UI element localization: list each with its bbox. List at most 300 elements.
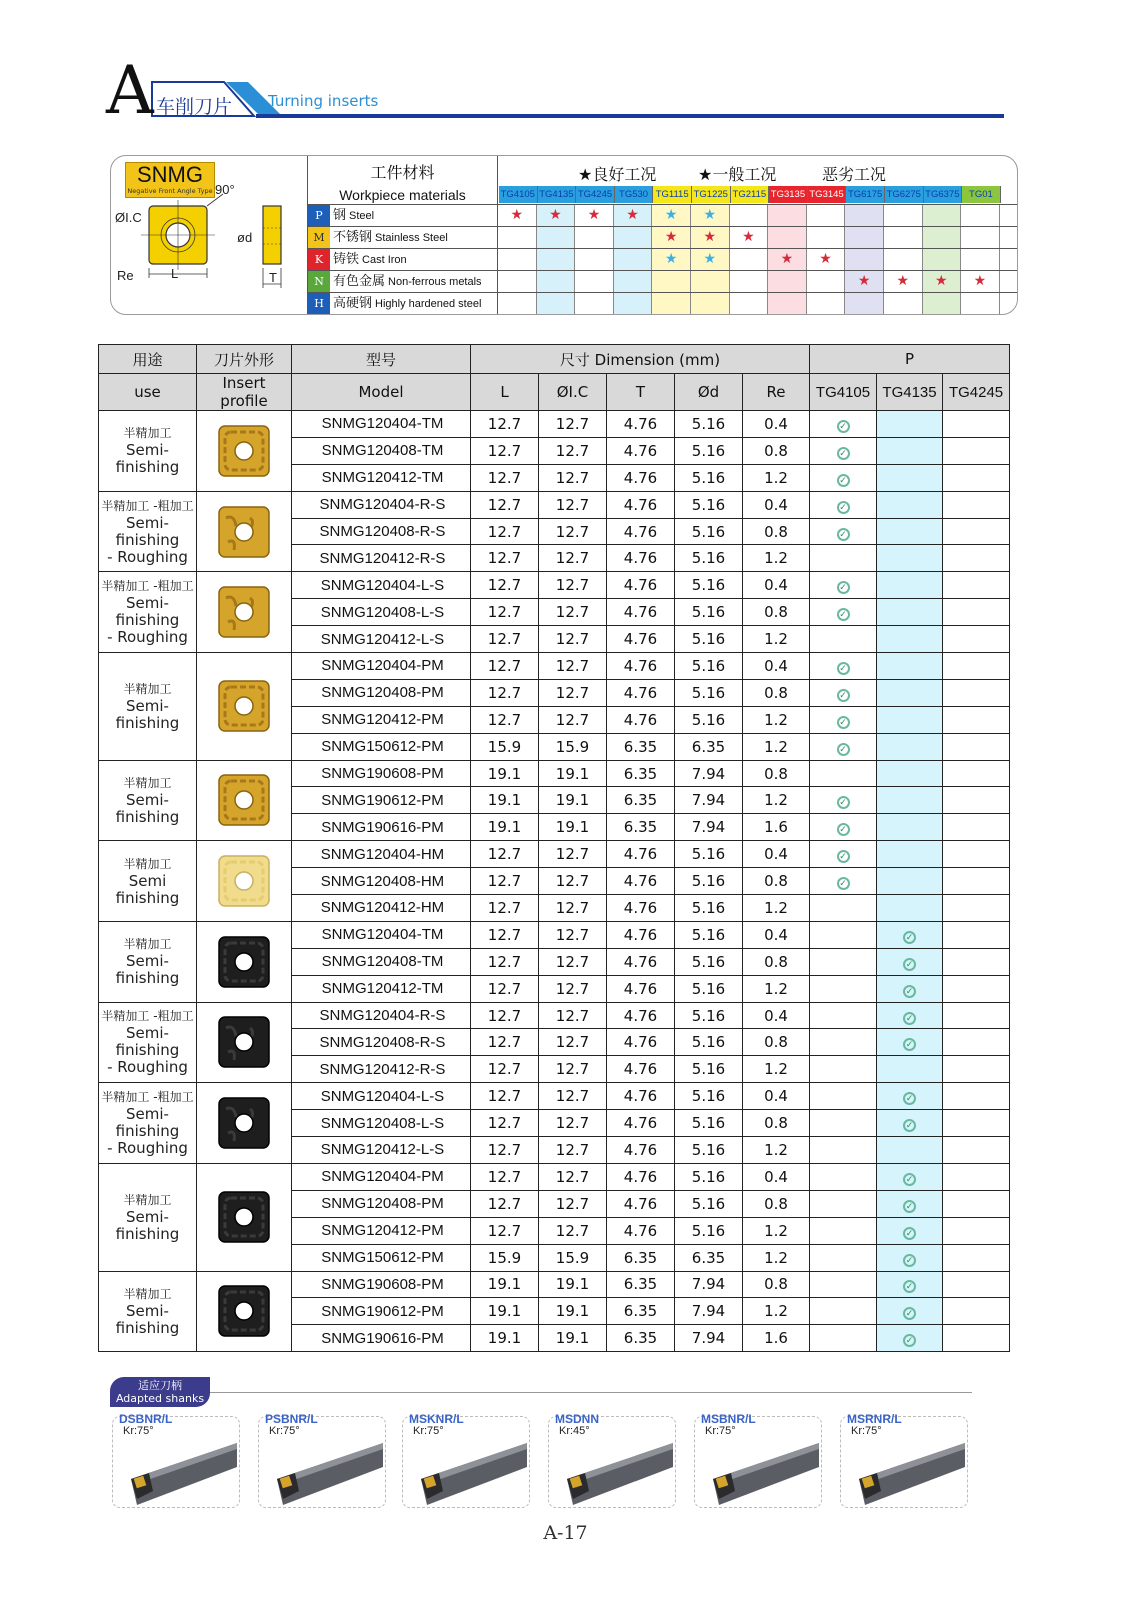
grade-cell: [943, 1083, 1010, 1110]
grade-cell: [943, 895, 1010, 922]
grade-cell: [810, 841, 877, 868]
dim-l-cell: 12.7: [471, 975, 539, 1002]
dim-d-cell: 5.16: [675, 545, 743, 572]
dim-re-cell: 0.8: [743, 599, 810, 626]
material-cell: [845, 227, 884, 248]
use-en: - Roughing: [107, 628, 188, 647]
check-icon: ✓: [837, 447, 850, 460]
material-name: [330, 271, 498, 292]
material-code: P: [308, 205, 330, 226]
model-cell: SNMG120404-R-S: [292, 1002, 471, 1029]
check-icon: ✓: [837, 877, 850, 890]
grade-cell: [877, 733, 943, 760]
grade-cell: [877, 841, 943, 868]
material-cell: [845, 293, 884, 314]
page-header: [106, 52, 1026, 129]
use-en: Semi-finishing: [115, 513, 180, 549]
use-en: - Roughing: [107, 1139, 188, 1158]
dim-re-cell: 0.8: [743, 948, 810, 975]
dim-d-cell: 5.16: [675, 706, 743, 733]
model-cell: SNMG150612-PM: [292, 1244, 471, 1271]
dim-t-cell: 4.76: [607, 518, 675, 545]
dim-t-cell: 4.76: [607, 975, 675, 1002]
model-cell: SNMG120404-R-S: [292, 491, 471, 518]
grade-cell: [810, 1056, 877, 1083]
grade-cell: [877, 1190, 943, 1217]
grade-cell: [810, 948, 877, 975]
insert-profile-image: [197, 760, 292, 841]
insert-type-name: SNMG: [137, 162, 203, 187]
check-icon: ✓: [903, 1254, 916, 1267]
grade-cell: [877, 626, 943, 653]
insert-profile-image: [197, 491, 292, 572]
dim-t-cell: 4.76: [607, 1137, 675, 1164]
dim-re-cell: 0.4: [743, 411, 810, 438]
grade-cell: [810, 1083, 877, 1110]
dim-t-cell: 4.76: [607, 1163, 675, 1190]
dim-ic-cell: 12.7: [539, 599, 607, 626]
dim-ic-cell: 12.7: [539, 895, 607, 922]
grade-cell: [943, 1137, 1010, 1164]
use-cn: 半精加工 -粗加工: [101, 1009, 194, 1024]
use-cn: 半精加工: [123, 856, 172, 871]
material-cell: [845, 249, 884, 270]
check-icon: ✓: [903, 1012, 916, 1025]
dim-t-cell: 4.76: [607, 868, 675, 895]
check-icon: ✓: [903, 1200, 916, 1213]
material-cell: [923, 293, 962, 314]
grade-cell: [877, 1244, 943, 1271]
model-cell: SNMG120408-PM: [292, 679, 471, 706]
table-row: [99, 1002, 1010, 1029]
col-t: T: [607, 374, 675, 411]
insert-profile-image: [197, 1002, 292, 1083]
section-title-cn: 车削刀片: [156, 96, 233, 118]
table-row: [99, 491, 1010, 518]
dim-l-cell: 12.7: [471, 1137, 539, 1164]
table-row: [99, 760, 1010, 787]
col-d: Ød: [675, 374, 743, 411]
dim-t-cell: 6.35: [607, 1325, 675, 1352]
grade-cell: [810, 1298, 877, 1325]
dim-ic-cell: 19.1: [539, 1325, 607, 1352]
grade-header-tg01: TG01: [962, 186, 1001, 203]
model-cell: SNMG120412-L-S: [292, 626, 471, 653]
dim-ic-cell: 12.7: [539, 518, 607, 545]
grade-header-tg4105: TG4105: [499, 186, 538, 203]
dim-re-cell: 0.4: [743, 653, 810, 680]
grade-cell: [877, 1298, 943, 1325]
material-cell: [691, 293, 730, 314]
material-cell: [845, 205, 884, 226]
model-cell: SNMG120412-TM: [292, 464, 471, 491]
dim-t-cell: 4.76: [607, 1029, 675, 1056]
material-cell: [652, 271, 691, 292]
dim-ic-cell: 12.7: [539, 679, 607, 706]
dim-re-cell: 0.8: [743, 518, 810, 545]
dim-d-cell: 5.16: [675, 895, 743, 922]
dim-l-cell: 12.7: [471, 626, 539, 653]
use-cell: [99, 760, 197, 841]
grade-cell: [810, 1029, 877, 1056]
grade-cell: [810, 572, 877, 599]
condition-normal: [698, 162, 776, 185]
table-row: [99, 1083, 1010, 1110]
grade-cell: [810, 599, 877, 626]
material-panel: [110, 155, 1018, 315]
material-cell: [961, 205, 1000, 226]
dim-re-cell: 1.6: [743, 1325, 810, 1352]
check-icon: ✓: [837, 850, 850, 863]
dim-ic-cell: 12.7: [539, 572, 607, 599]
insert-profile-image: [197, 841, 292, 922]
condition-good-label: ★良好工况: [578, 165, 657, 184]
model-cell: SNMG190612-PM: [292, 1298, 471, 1325]
check-icon: ✓: [837, 608, 850, 621]
model-cell: SNMG120408-R-S: [292, 1029, 471, 1056]
model-cell: SNMG190608-PM: [292, 1271, 471, 1298]
dim-t-cell: 4.76: [607, 599, 675, 626]
dim-d-cell: 6.35: [675, 733, 743, 760]
dim-re-cell: 0.8: [743, 1271, 810, 1298]
model-cell: SNMG120404-HM: [292, 841, 471, 868]
grade-cell: [943, 760, 1010, 787]
grade-cell: [943, 1244, 1010, 1271]
dim-l-cell: 12.7: [471, 1110, 539, 1137]
red-star-icon: ★: [730, 227, 769, 248]
dim-ic-cell: 19.1: [539, 760, 607, 787]
dim-d-cell: 7.94: [675, 1325, 743, 1352]
material-cell: [768, 227, 807, 248]
use-en: - Roughing: [107, 547, 188, 566]
red-star-icon: ★: [923, 271, 962, 292]
blue-star-icon: ★: [652, 205, 691, 226]
insert-profile-image: [197, 572, 292, 653]
grade-cell: [943, 626, 1010, 653]
material-cell: [498, 227, 537, 248]
grade-cell: [877, 1325, 943, 1352]
material-name-cn: 钢: [333, 208, 347, 223]
grade-cell: [810, 814, 877, 841]
material-code: M: [308, 227, 330, 248]
dim-re-cell: 0.4: [743, 491, 810, 518]
dim-re-cell: 0.4: [743, 572, 810, 599]
model-cell: SNMG120408-TM: [292, 437, 471, 464]
dim-re-cell: 1.2: [743, 1056, 810, 1083]
dim-d-cell: 5.16: [675, 1056, 743, 1083]
grade-cell: [810, 1163, 877, 1190]
table-row: [99, 1163, 1010, 1190]
grade-cell: [877, 491, 943, 518]
model-cell: SNMG190612-PM: [292, 787, 471, 814]
table-row: [99, 841, 1010, 868]
dim-re-cell: 0.8: [743, 1190, 810, 1217]
grade-cell: [943, 733, 1010, 760]
dim-ic-cell: 12.7: [539, 1029, 607, 1056]
grade-cell: [810, 545, 877, 572]
material-name-en: Stainless Steel: [375, 232, 448, 244]
grade-cell: [943, 653, 1010, 680]
dim-d-cell: 5.16: [675, 1083, 743, 1110]
dim-t-cell: 4.76: [607, 679, 675, 706]
col-model-en: Model: [292, 374, 471, 411]
col-re: Re: [743, 374, 810, 411]
d-label: ød: [237, 230, 253, 245]
material-header-en: Workpiece materials: [339, 187, 466, 203]
dim-t-cell: 4.76: [607, 545, 675, 572]
adapted-shanks-title: [110, 1377, 210, 1407]
dim-ic-cell: 12.7: [539, 411, 607, 438]
shank-kr: Kr:75°: [123, 1425, 154, 1437]
insert-profile-image: [197, 921, 292, 1002]
model-cell: SNMG120412-R-S: [292, 1056, 471, 1083]
grade-cell: [943, 921, 1010, 948]
material-name-en: Highly hardened steel: [375, 298, 482, 310]
red-star-icon: ★: [768, 249, 807, 270]
condition-normal-label: ★一般工况: [698, 165, 777, 184]
dim-ic-cell: 12.7: [539, 1110, 607, 1137]
check-icon: ✓: [837, 716, 850, 729]
header-banner-graphic: [106, 64, 1026, 128]
dim-d-cell: 5.16: [675, 653, 743, 680]
col-l: L: [471, 374, 539, 411]
dim-d-cell: 5.16: [675, 411, 743, 438]
dim-ic-cell: 12.7: [539, 491, 607, 518]
model-cell: SNMG120412-TM: [292, 975, 471, 1002]
dim-d-cell: 5.16: [675, 1217, 743, 1244]
model-cell: SNMG190616-PM: [292, 814, 471, 841]
grade-cell: [877, 545, 943, 572]
dim-d-cell: 5.16: [675, 599, 743, 626]
dim-ic-cell: 12.7: [539, 841, 607, 868]
material-cell: [537, 249, 576, 270]
col-grade-tg4245: TG4245: [943, 374, 1010, 411]
col-grade-tg4105: TG4105: [810, 374, 877, 411]
grade-header-tg530: TG530: [615, 186, 654, 203]
material-cell: [614, 249, 653, 270]
grade-cell: [877, 868, 943, 895]
dim-ic-cell: 12.7: [539, 921, 607, 948]
model-cell: SNMG120404-TM: [292, 411, 471, 438]
col-use-cn: 用途: [99, 345, 197, 374]
check-icon: ✓: [837, 581, 850, 594]
dim-t-cell: 6.35: [607, 1271, 675, 1298]
material-header: [308, 156, 498, 204]
dim-l-cell: 19.1: [471, 814, 539, 841]
check-icon: ✓: [903, 1280, 916, 1293]
col-material-p: P: [810, 345, 1010, 374]
dim-ic-cell: 12.7: [539, 1137, 607, 1164]
grade-cell: [877, 814, 943, 841]
grade-header-tg6275: TG6275: [885, 186, 924, 203]
material-row-n: [308, 270, 1018, 291]
grade-cell: [810, 679, 877, 706]
grade-cell: [943, 814, 1010, 841]
material-grade-table: [307, 156, 1018, 315]
check-icon: ✓: [903, 1307, 916, 1320]
material-cell: [884, 249, 923, 270]
dim-l-cell: 12.7: [471, 653, 539, 680]
shank-card: [402, 1412, 530, 1508]
grade-cell: [810, 760, 877, 787]
material-name-en: Non-ferrous metals: [388, 276, 482, 288]
dim-d-cell: 5.16: [675, 572, 743, 599]
dim-d-cell: 5.16: [675, 1029, 743, 1056]
dim-ic-cell: 19.1: [539, 814, 607, 841]
grade-cell: [943, 679, 1010, 706]
use-en: Semi-finishing: [115, 790, 180, 826]
grade-cell: [943, 1190, 1010, 1217]
red-star-icon: ★: [884, 271, 923, 292]
t-label: T: [269, 270, 277, 285]
dim-l-cell: 12.7: [471, 518, 539, 545]
material-cell: [537, 271, 576, 292]
dim-re-cell: 0.8: [743, 868, 810, 895]
material-cell: [730, 293, 769, 314]
grade-cell: [810, 706, 877, 733]
dim-t-cell: 4.76: [607, 411, 675, 438]
material-cell: [730, 271, 769, 292]
dim-l-cell: 12.7: [471, 545, 539, 572]
material-cell: [537, 227, 576, 248]
dim-t-cell: 4.76: [607, 706, 675, 733]
use-cn: 半精加工: [123, 1286, 172, 1301]
dim-ic-cell: 19.1: [539, 1298, 607, 1325]
grade-header-tg1115: TG1115: [653, 186, 692, 203]
shank-kr: Kr:45°: [559, 1425, 590, 1437]
red-star-icon: ★: [575, 205, 614, 226]
use-en: Semi-finishing: [115, 696, 180, 732]
grade-cell: [877, 760, 943, 787]
material-name: [330, 249, 498, 270]
use-cn: 半精加工: [123, 937, 172, 952]
insert-spec-table: [98, 344, 1010, 1352]
dim-re-cell: 0.4: [743, 1163, 810, 1190]
dim-re-cell: 0.8: [743, 437, 810, 464]
material-cell: [730, 249, 769, 270]
dim-d-cell: 7.94: [675, 787, 743, 814]
material-cell: [498, 293, 537, 314]
model-cell: SNMG120404-TM: [292, 921, 471, 948]
dim-l-cell: 12.7: [471, 1083, 539, 1110]
use-cell: [99, 1002, 197, 1083]
dim-re-cell: 1.6: [743, 814, 810, 841]
grade-cell: [943, 545, 1010, 572]
grade-header-tg1225: TG1225: [692, 186, 731, 203]
grade-cell: [943, 1298, 1010, 1325]
col-profile-en: Insert profile: [197, 374, 292, 411]
check-icon: ✓: [837, 501, 850, 514]
dim-d-cell: 7.94: [675, 760, 743, 787]
shank-name: MSDNN: [555, 1412, 599, 1426]
grade-cell: [877, 464, 943, 491]
dim-re-cell: 1.2: [743, 706, 810, 733]
material-cell: [768, 205, 807, 226]
table-header-row-1: [99, 345, 1010, 374]
insert-profile-image: [197, 1163, 292, 1271]
use-cn: 半精加工: [123, 681, 172, 696]
red-star-icon: ★: [961, 271, 1000, 292]
grade-cell: [810, 733, 877, 760]
dim-ic-cell: 12.7: [539, 464, 607, 491]
use-en: Semi finishing: [115, 871, 180, 907]
model-cell: SNMG190616-PM: [292, 1325, 471, 1352]
check-icon: ✓: [837, 420, 850, 433]
grade-header-tg3145: TG3145: [808, 186, 847, 203]
material-name-cn: 不锈钢: [333, 230, 373, 245]
dim-t-cell: 4.76: [607, 437, 675, 464]
dim-ic-cell: 12.7: [539, 1056, 607, 1083]
model-cell: SNMG120404-PM: [292, 653, 471, 680]
check-icon: ✓: [837, 662, 850, 675]
insert-profile-image: [197, 1083, 292, 1164]
dim-ic-cell: 15.9: [539, 733, 607, 760]
grade-cell: [943, 948, 1010, 975]
grade-cell: [943, 868, 1010, 895]
angle-label: 90°: [215, 182, 235, 197]
material-header-cn: 工件材料: [370, 163, 435, 182]
dim-d-cell: 5.16: [675, 1137, 743, 1164]
grade-cell: [810, 437, 877, 464]
material-cell: [498, 249, 537, 270]
dim-t-cell: 6.35: [607, 787, 675, 814]
dim-t-cell: 6.35: [607, 814, 675, 841]
grade-header-tg4135: TG4135: [538, 186, 577, 203]
model-cell: SNMG120404-L-S: [292, 572, 471, 599]
red-star-icon: ★: [691, 227, 730, 248]
grade-cell: [810, 1002, 877, 1029]
model-cell: SNMG120412-PM: [292, 1217, 471, 1244]
use-en: Semi-finishing: [115, 594, 180, 630]
grade-cell: [943, 1056, 1010, 1083]
check-icon: ✓: [837, 474, 850, 487]
dim-ic-cell: 12.7: [539, 1217, 607, 1244]
check-icon: ✓: [903, 1038, 916, 1051]
grade-cell: [810, 1217, 877, 1244]
material-cell: [575, 249, 614, 270]
use-cn: 半精加工: [123, 1192, 172, 1207]
grade-header-tg2115: TG2115: [731, 186, 770, 203]
use-cn: 半精加工 -粗加工: [101, 498, 194, 513]
dim-d-cell: 5.16: [675, 975, 743, 1002]
l-label: L: [171, 266, 179, 281]
dim-re-cell: 1.2: [743, 895, 810, 922]
dim-ic-cell: 12.7: [539, 1163, 607, 1190]
material-cell: [614, 271, 653, 292]
dim-t-cell: 4.76: [607, 572, 675, 599]
red-star-icon: ★: [845, 271, 884, 292]
grade-header-tg3135: TG3135: [769, 186, 808, 203]
material-code: K: [308, 249, 330, 270]
dim-l-cell: 12.7: [471, 1029, 539, 1056]
col-model-cn: 型号: [292, 345, 471, 374]
shank-name: DSBNR/L: [119, 1412, 173, 1426]
grade-cell: [877, 1083, 943, 1110]
dim-ic-cell: 12.7: [539, 1190, 607, 1217]
dim-d-cell: 7.94: [675, 1271, 743, 1298]
dim-l-cell: 12.7: [471, 1217, 539, 1244]
dim-ic-cell: 12.7: [539, 626, 607, 653]
shank-card: [112, 1412, 240, 1508]
grade-cell: [943, 1325, 1010, 1352]
dim-re-cell: 1.2: [743, 1298, 810, 1325]
dim-t-cell: 6.35: [607, 733, 675, 760]
dim-l-cell: 12.7: [471, 572, 539, 599]
use-cell: [99, 921, 197, 1002]
dim-re-cell: 1.2: [743, 464, 810, 491]
dim-l-cell: 12.7: [471, 841, 539, 868]
dim-l-cell: 12.7: [471, 706, 539, 733]
